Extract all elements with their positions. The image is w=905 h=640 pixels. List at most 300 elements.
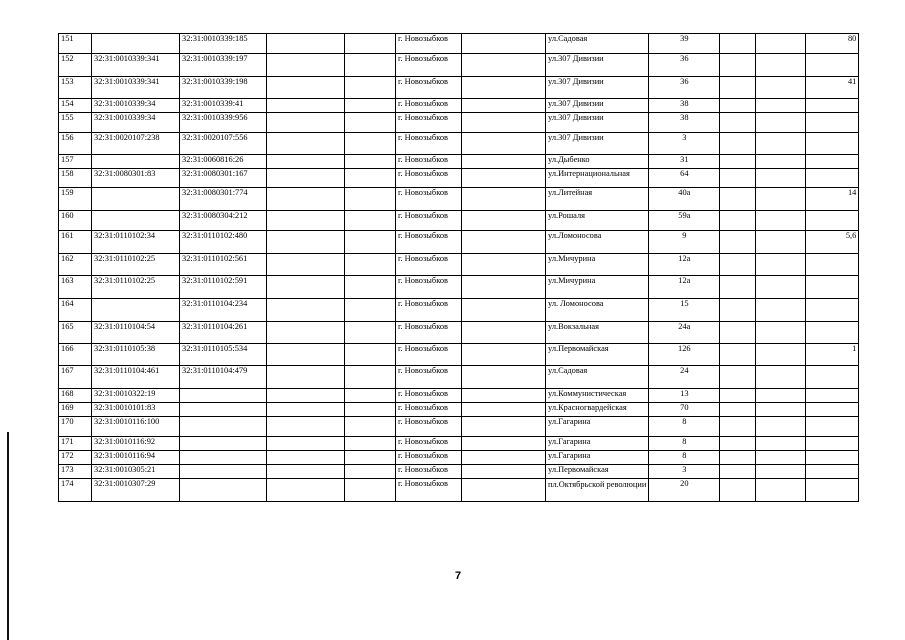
- empty-cell: [720, 169, 756, 188]
- row-number: 157: [59, 155, 92, 169]
- street-cell: ул.Красногвардейская: [546, 403, 649, 417]
- street-cell: ул.Садовая: [546, 366, 649, 389]
- empty-cell: [462, 211, 546, 231]
- empty-cell: [462, 254, 546, 276]
- empty-cell: [462, 133, 546, 155]
- empty-cell: [720, 344, 756, 366]
- empty-cell: [267, 417, 345, 437]
- empty-cell: [720, 99, 756, 113]
- empty-cell: [462, 403, 546, 417]
- cadastral-number-land: 32:31:0010322:19: [92, 389, 180, 403]
- empty-cell: [345, 34, 396, 54]
- table-body: [59, 34, 859, 502]
- cadastral-number-building: 32:31:0010339:198: [180, 77, 267, 99]
- cadastral-number-building: 32:31:0080301:774: [180, 188, 267, 211]
- empty-cell: [267, 344, 345, 366]
- table-row: [59, 479, 859, 502]
- empty-cell: [462, 54, 546, 77]
- house-number-cell: 8: [649, 451, 720, 465]
- table-row: [59, 366, 859, 389]
- house-number-cell: 31: [649, 155, 720, 169]
- row-number: 171: [59, 437, 92, 451]
- street-cell: ул.307 Дивизии: [546, 77, 649, 99]
- cadastral-number-building: [180, 417, 267, 437]
- empty-cell: [756, 133, 806, 155]
- row-number: 156: [59, 133, 92, 155]
- empty-cell: [756, 77, 806, 99]
- cadastral-number-building: [180, 389, 267, 403]
- empty-cell: [756, 211, 806, 231]
- empty-cell: [756, 417, 806, 437]
- empty-cell: [462, 155, 546, 169]
- empty-cell: [756, 169, 806, 188]
- city-cell: г. Новозыбков: [396, 99, 462, 113]
- city-cell: г. Новозыбков: [396, 77, 462, 99]
- empty-cell: [720, 322, 756, 344]
- street-cell: ул.Первомайская: [546, 344, 649, 366]
- house-number-cell: 38: [649, 99, 720, 113]
- empty-cell: [756, 299, 806, 322]
- city-cell: г. Новозыбков: [396, 299, 462, 322]
- table-row: [59, 231, 859, 254]
- empty-cell: [462, 322, 546, 344]
- table-row: [59, 54, 859, 77]
- empty-cell: [462, 77, 546, 99]
- city-cell: г. Новозыбков: [396, 479, 462, 502]
- street-cell: ул.Интернациональная: [546, 169, 649, 188]
- row-number: 168: [59, 389, 92, 403]
- table-row: [59, 77, 859, 99]
- empty-cell: [462, 299, 546, 322]
- row-number: 167: [59, 366, 92, 389]
- row-number: 154: [59, 99, 92, 113]
- empty-cell: [756, 34, 806, 54]
- empty-cell: [720, 479, 756, 502]
- house-number-cell: 59а: [649, 211, 720, 231]
- table-row: [59, 403, 859, 417]
- city-cell: г. Новозыбков: [396, 54, 462, 77]
- empty-cell: [462, 389, 546, 403]
- empty-cell: [756, 99, 806, 113]
- table-row: [59, 188, 859, 211]
- empty-cell: [720, 211, 756, 231]
- cadastral-number-land: 32:31:0010339:341: [92, 54, 180, 77]
- area-cell: [806, 403, 859, 417]
- cadastral-number-land: 32:31:0020107:238: [92, 133, 180, 155]
- row-number: 160: [59, 211, 92, 231]
- page-number: 7: [454, 570, 462, 582]
- empty-cell: [720, 254, 756, 276]
- empty-cell: [720, 77, 756, 99]
- empty-cell: [267, 133, 345, 155]
- row-number: 174: [59, 479, 92, 502]
- cadastral-number-land: 32:31:0010339:341: [92, 77, 180, 99]
- cadastral-number-land: [92, 188, 180, 211]
- house-number-cell: 36: [649, 77, 720, 99]
- street-cell: ул.Вокзальная: [546, 322, 649, 344]
- empty-cell: [267, 479, 345, 502]
- empty-cell: [462, 276, 546, 299]
- empty-cell: [720, 366, 756, 389]
- row-number: 173: [59, 465, 92, 479]
- empty-cell: [345, 344, 396, 366]
- street-cell: ул.Коммунистическая: [546, 389, 649, 403]
- house-number-cell: 70: [649, 403, 720, 417]
- empty-cell: [462, 465, 546, 479]
- empty-cell: [345, 133, 396, 155]
- empty-cell: [720, 451, 756, 465]
- empty-cell: [267, 231, 345, 254]
- cadastral-number-land: 32:31:0010101:83: [92, 403, 180, 417]
- house-number-cell: 3: [649, 465, 720, 479]
- table-row: [59, 254, 859, 276]
- empty-cell: [267, 451, 345, 465]
- cadastral-number-building: [180, 451, 267, 465]
- row-number: 164: [59, 299, 92, 322]
- empty-cell: [720, 113, 756, 133]
- cadastral-number-building: 32:31:0110102:480: [180, 231, 267, 254]
- empty-cell: [756, 366, 806, 389]
- cadastral-number-land: [92, 299, 180, 322]
- empty-cell: [756, 479, 806, 502]
- empty-cell: [462, 451, 546, 465]
- empty-cell: [756, 465, 806, 479]
- area-cell: [806, 479, 859, 502]
- house-number-cell: 8: [649, 437, 720, 451]
- empty-cell: [267, 299, 345, 322]
- empty-cell: [345, 99, 396, 113]
- table-row: [59, 344, 859, 366]
- house-number-cell: 40а: [649, 188, 720, 211]
- street-cell: ул.Ломоносова: [546, 231, 649, 254]
- area-cell: [806, 99, 859, 113]
- empty-cell: [756, 254, 806, 276]
- empty-cell: [345, 299, 396, 322]
- row-number: 153: [59, 77, 92, 99]
- area-cell: 80: [806, 34, 859, 54]
- house-number-cell: 12а: [649, 254, 720, 276]
- city-cell: г. Новозыбков: [396, 276, 462, 299]
- empty-cell: [267, 34, 345, 54]
- cadastral-number-building: 32:31:0060816:26: [180, 155, 267, 169]
- empty-cell: [756, 231, 806, 254]
- house-number-cell: 12а: [649, 276, 720, 299]
- city-cell: г. Новозыбков: [396, 451, 462, 465]
- empty-cell: [720, 437, 756, 451]
- empty-cell: [720, 403, 756, 417]
- house-number-cell: 9: [649, 231, 720, 254]
- table-row: [59, 417, 859, 437]
- cadastral-number-land: 32:31:0010339:34: [92, 99, 180, 113]
- cadastral-number-land: [92, 155, 180, 169]
- empty-cell: [345, 54, 396, 77]
- house-number-cell: 3: [649, 133, 720, 155]
- city-cell: г. Новозыбков: [396, 366, 462, 389]
- street-cell: ул. Ломоносова: [546, 299, 649, 322]
- empty-cell: [345, 188, 396, 211]
- empty-cell: [267, 155, 345, 169]
- register-table: [58, 33, 859, 502]
- cadastral-number-land: 32:31:0080301:83: [92, 169, 180, 188]
- area-cell: [806, 417, 859, 437]
- cadastral-number-building: 32:31:0110104:261: [180, 322, 267, 344]
- empty-cell: [720, 276, 756, 299]
- area-cell: [806, 389, 859, 403]
- empty-cell: [267, 113, 345, 133]
- row-number: 163: [59, 276, 92, 299]
- area-cell: 5,6: [806, 231, 859, 254]
- cadastral-number-building: [180, 479, 267, 502]
- city-cell: г. Новозыбков: [396, 437, 462, 451]
- street-cell: пл.Октябрьской революции: [546, 479, 649, 502]
- empty-cell: [462, 34, 546, 54]
- empty-cell: [462, 231, 546, 254]
- area-cell: [806, 366, 859, 389]
- cadastral-number-building: [180, 437, 267, 451]
- empty-cell: [720, 54, 756, 77]
- city-cell: г. Новозыбков: [396, 169, 462, 188]
- street-cell: ул.307 Дивизии: [546, 133, 649, 155]
- empty-cell: [756, 437, 806, 451]
- area-cell: [806, 169, 859, 188]
- empty-cell: [462, 188, 546, 211]
- empty-cell: [267, 169, 345, 188]
- empty-cell: [267, 188, 345, 211]
- table-row: [59, 451, 859, 465]
- city-cell: г. Новозыбков: [396, 389, 462, 403]
- city-cell: г. Новозыбков: [396, 113, 462, 133]
- cadastral-number-building: 32:31:0110102:591: [180, 276, 267, 299]
- table-row: [59, 322, 859, 344]
- area-cell: [806, 211, 859, 231]
- empty-cell: [462, 437, 546, 451]
- area-cell: [806, 254, 859, 276]
- empty-cell: [720, 299, 756, 322]
- cadastral-number-building: 32:31:0010339:956: [180, 113, 267, 133]
- cadastral-number-building: [180, 465, 267, 479]
- empty-cell: [345, 451, 396, 465]
- cadastral-number-land: 32:31:0110105:38: [92, 344, 180, 366]
- empty-cell: [267, 54, 345, 77]
- empty-cell: [756, 403, 806, 417]
- cadastral-number-building: 32:31:0110102:561: [180, 254, 267, 276]
- empty-cell: [462, 344, 546, 366]
- area-cell: [806, 322, 859, 344]
- empty-cell: [267, 366, 345, 389]
- area-cell: [806, 299, 859, 322]
- table-row: [59, 113, 859, 133]
- table-row: [59, 169, 859, 188]
- empty-cell: [462, 169, 546, 188]
- row-number: 152: [59, 54, 92, 77]
- empty-cell: [756, 276, 806, 299]
- house-number-cell: 20: [649, 479, 720, 502]
- street-cell: ул.Дыбенко: [546, 155, 649, 169]
- empty-cell: [756, 389, 806, 403]
- cadastral-number-land: 32:31:0110102:25: [92, 254, 180, 276]
- cadastral-number-land: 32:31:0010307:29: [92, 479, 180, 502]
- table-row: [59, 389, 859, 403]
- empty-cell: [720, 417, 756, 437]
- street-cell: ул.Литейная: [546, 188, 649, 211]
- house-number-cell: 64: [649, 169, 720, 188]
- street-cell: ул.Мичурина: [546, 254, 649, 276]
- city-cell: г. Новозыбков: [396, 344, 462, 366]
- empty-cell: [267, 211, 345, 231]
- empty-cell: [267, 77, 345, 99]
- area-cell: [806, 54, 859, 77]
- empty-cell: [720, 155, 756, 169]
- row-number: 172: [59, 451, 92, 465]
- table-row: [59, 34, 859, 54]
- cadastral-number-land: 32:31:0110104:54: [92, 322, 180, 344]
- area-cell: [806, 155, 859, 169]
- house-number-cell: 24а: [649, 322, 720, 344]
- cadastral-number-land: 32:31:0010305:21: [92, 465, 180, 479]
- empty-cell: [267, 254, 345, 276]
- house-number-cell: 8: [649, 417, 720, 437]
- cadastral-number-land: 32:31:0010116:92: [92, 437, 180, 451]
- table-row: [59, 211, 859, 231]
- empty-cell: [267, 465, 345, 479]
- row-number: 162: [59, 254, 92, 276]
- cadastral-number-building: 32:31:0110105:534: [180, 344, 267, 366]
- house-number-cell: 38: [649, 113, 720, 133]
- empty-cell: [756, 113, 806, 133]
- empty-cell: [756, 344, 806, 366]
- cadastral-number-land: 32:31:0110104:461: [92, 366, 180, 389]
- cadastral-number-building: 32:31:0020107:556: [180, 133, 267, 155]
- empty-cell: [462, 479, 546, 502]
- cadastral-number-building: 32:31:0080301:167: [180, 169, 267, 188]
- empty-cell: [462, 99, 546, 113]
- empty-cell: [345, 479, 396, 502]
- row-number: 161: [59, 231, 92, 254]
- table-row: [59, 155, 859, 169]
- street-cell: ул.307 Дивизии: [546, 54, 649, 77]
- city-cell: г. Новозыбков: [396, 254, 462, 276]
- empty-cell: [267, 99, 345, 113]
- area-cell: [806, 113, 859, 133]
- empty-cell: [720, 34, 756, 54]
- cadastral-number-building: 32:31:0010339:197: [180, 54, 267, 77]
- empty-cell: [345, 437, 396, 451]
- city-cell: г. Новозыбков: [396, 417, 462, 437]
- cadastral-number-land: [92, 34, 180, 54]
- empty-cell: [345, 169, 396, 188]
- area-cell: [806, 276, 859, 299]
- street-cell: ул.Мичурина: [546, 276, 649, 299]
- area-cell: [806, 437, 859, 451]
- house-number-cell: 39: [649, 34, 720, 54]
- city-cell: г. Новозыбков: [396, 465, 462, 479]
- row-number: 165: [59, 322, 92, 344]
- street-cell: ул.Гагарина: [546, 437, 649, 451]
- empty-cell: [345, 465, 396, 479]
- city-cell: г. Новозыбков: [396, 155, 462, 169]
- row-number: 169: [59, 403, 92, 417]
- table-row: [59, 276, 859, 299]
- empty-cell: [267, 437, 345, 451]
- table-row: [59, 99, 859, 113]
- house-number-cell: 15: [649, 299, 720, 322]
- empty-cell: [267, 322, 345, 344]
- street-cell: ул.Первомайская: [546, 465, 649, 479]
- city-cell: г. Новозыбков: [396, 133, 462, 155]
- city-cell: г. Новозыбков: [396, 231, 462, 254]
- empty-cell: [756, 54, 806, 77]
- area-cell: [806, 133, 859, 155]
- street-cell: ул.307 Дивизии: [546, 113, 649, 133]
- empty-cell: [756, 155, 806, 169]
- empty-cell: [345, 276, 396, 299]
- cadastral-number-land: [92, 211, 180, 231]
- street-cell: ул.Садовая: [546, 34, 649, 54]
- empty-cell: [267, 389, 345, 403]
- empty-cell: [462, 366, 546, 389]
- scan-margin-line: [7, 432, 9, 640]
- empty-cell: [267, 403, 345, 417]
- cadastral-number-land: 32:31:0110102:25: [92, 276, 180, 299]
- cadastral-number-land: 32:31:0010116:94: [92, 451, 180, 465]
- row-number: 151: [59, 34, 92, 54]
- cadastral-number-building: 32:31:0010339:185: [180, 34, 267, 54]
- area-cell: 14: [806, 188, 859, 211]
- street-cell: ул.Гагарина: [546, 417, 649, 437]
- house-number-cell: 36: [649, 54, 720, 77]
- table-row: [59, 437, 859, 451]
- row-number: 159: [59, 188, 92, 211]
- empty-cell: [345, 231, 396, 254]
- area-cell: [806, 451, 859, 465]
- empty-cell: [345, 155, 396, 169]
- area-cell: [806, 465, 859, 479]
- cadastral-number-building: [180, 403, 267, 417]
- empty-cell: [462, 113, 546, 133]
- house-number-cell: 24: [649, 366, 720, 389]
- cadastral-number-building: 32:31:0110104:479: [180, 366, 267, 389]
- empty-cell: [756, 188, 806, 211]
- empty-cell: [756, 322, 806, 344]
- empty-cell: [462, 417, 546, 437]
- row-number: 166: [59, 344, 92, 366]
- empty-cell: [345, 389, 396, 403]
- street-cell: ул.Рошаля: [546, 211, 649, 231]
- empty-cell: [345, 211, 396, 231]
- street-cell: ул.Гагарина: [546, 451, 649, 465]
- empty-cell: [345, 403, 396, 417]
- empty-cell: [345, 322, 396, 344]
- house-number-cell: 126: [649, 344, 720, 366]
- city-cell: г. Новозыбков: [396, 211, 462, 231]
- empty-cell: [345, 366, 396, 389]
- cadastral-number-building: 32:31:0010339:41: [180, 99, 267, 113]
- city-cell: г. Новозыбков: [396, 188, 462, 211]
- empty-cell: [267, 276, 345, 299]
- street-cell: ул.307 Дивизии: [546, 99, 649, 113]
- empty-cell: [720, 188, 756, 211]
- cadastral-number-building: 32:31:0110104:234: [180, 299, 267, 322]
- city-cell: г. Новозыбков: [396, 403, 462, 417]
- cadastral-number-land: 32:31:0010339:34: [92, 113, 180, 133]
- row-number: 170: [59, 417, 92, 437]
- empty-cell: [756, 451, 806, 465]
- empty-cell: [720, 231, 756, 254]
- table-row: [59, 465, 859, 479]
- area-cell: 41: [806, 77, 859, 99]
- empty-cell: [720, 133, 756, 155]
- cadastral-number-land: 32:31:0010116:100: [92, 417, 180, 437]
